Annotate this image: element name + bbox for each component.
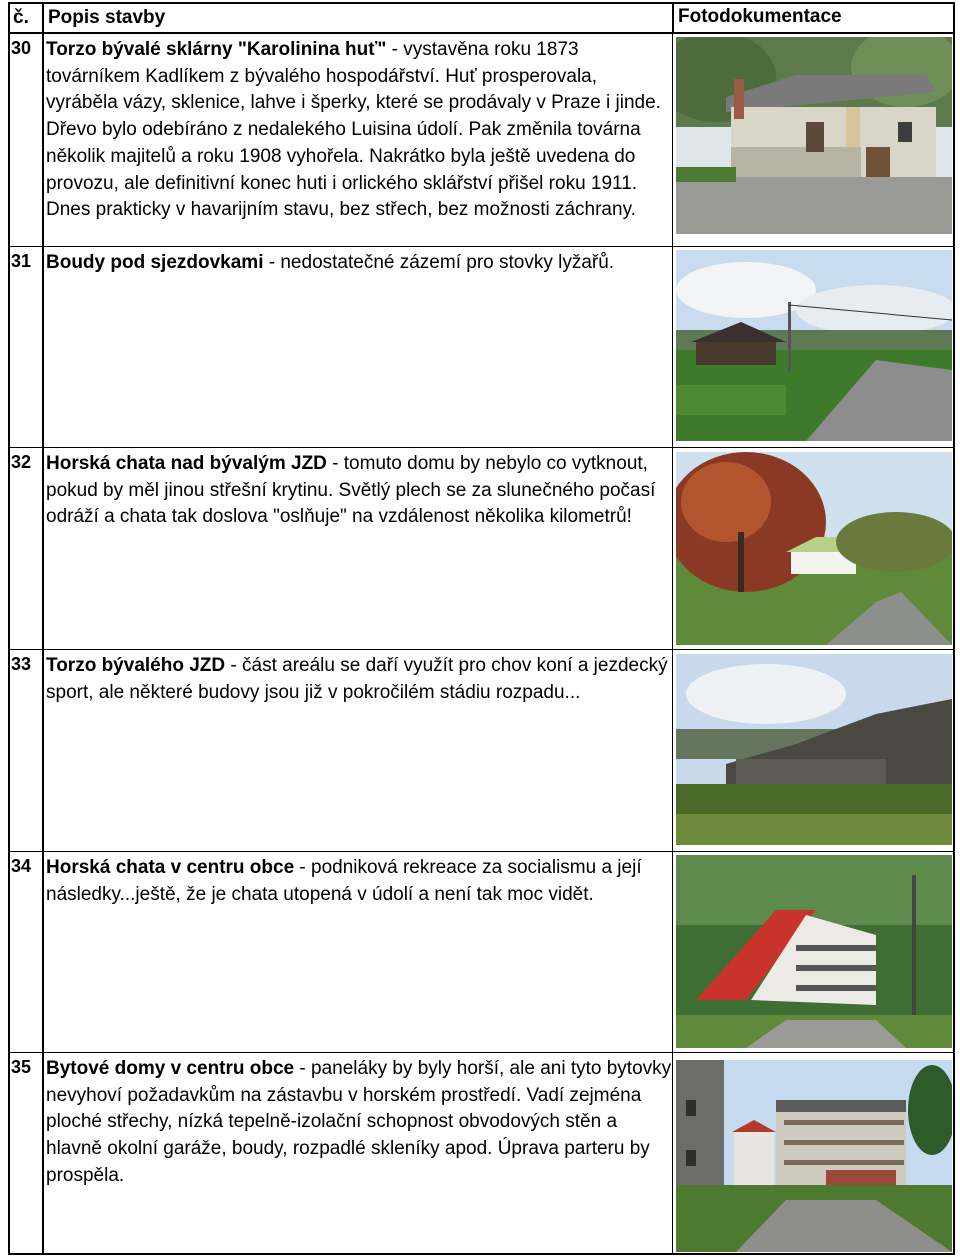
header-photo-cell — [672, 4, 953, 34]
row-number-cell — [10, 448, 44, 649]
header-number-cell — [10, 4, 44, 34]
photo-huts-under-slopes — [676, 250, 952, 441]
row-title: Torzo bývalé sklárny "Karolinina huť" — [46, 39, 387, 60]
row-text: - podniková rekreace za socialismu a její následky...ještě, že je chata utopená v údolí a není tak moc vidět. — [46, 857, 642, 905]
row-text: - vystavěna roku 1873 továrníkem Kadlíkem z bývalého hospodářství. Huť prosperovala, vyráběla vázy, sklenice, lahve i šperky, které se prodávaly v Praze i jinde. Dřevo bylo odebíráno z nedalekého Luisina údolí. Pak změnila továrna několik majitelů a roku 1908 vyhořela. Nakrátko byla ještě uvedena do provozu, ale definitivní konec huti i orlického sklářství přišel roku 1911. Dnes prakticky v havarijním stavu, bez střech, bez možnosti záchrany. — [46, 39, 661, 221]
row-text: - část areálu se daří využít pro chov koní a jezdecký sport, ale některé budovy jsou již v pokročilém stádiu rozpadu... — [46, 655, 668, 703]
row-number-cell — [10, 247, 44, 447]
photo-mountain-chalet — [676, 452, 952, 645]
row-title: Horská chata nad bývalým JZD — [46, 453, 327, 474]
header-number: č. — [13, 7, 29, 28]
row-description — [46, 650, 672, 851]
row-number: 31 — [11, 251, 32, 271]
row-description — [46, 1053, 672, 1253]
row-number: 34 — [11, 856, 32, 876]
photo-apartment-blocks — [676, 1060, 952, 1252]
header-description: Popis stavby — [48, 7, 166, 28]
row-text: - tomuto domu by nebylo co vytknout, pokud by měl jinou střešní krytinu. Světlý plech se za slunečného počasí odráží a chata tak doslova "oslňuje" na vzdálenost několika kilometrů! — [46, 453, 656, 528]
row-text: - paneláky by byly horší, ale ani tyto bytovky nevyhoví požadavkům na zástavbu v horském prostředí. Vadí zejména ploché střechy, nízká tepelně-izolační schopnost obvodových stěn a hlavně okolní garáže, boudy, rozpadlé skleníky apod. Úprava parteru by prospěla. — [46, 1058, 672, 1186]
header-photo: Fotodokumentace — [678, 6, 842, 27]
row-number: 30 — [11, 38, 32, 58]
row-title: Bytové domy v centru obce — [46, 1058, 295, 1079]
photo-chalet-center — [676, 855, 952, 1048]
row-number-cell — [10, 1053, 44, 1253]
row-number-cell — [10, 34, 44, 246]
row-number-cell — [10, 650, 44, 851]
row-title: Horská chata v centru obce — [46, 857, 295, 878]
row-description — [46, 34, 672, 246]
row-description — [46, 448, 672, 649]
photo-farm-ruins — [676, 654, 952, 845]
row-text: - nedostatečné zázemí pro stovky lyžařů. — [263, 252, 615, 273]
row-number: 32 — [11, 452, 32, 472]
row-title: Torzo bývalého JZD — [46, 655, 226, 676]
header-description-cell — [44, 4, 672, 34]
row-description — [46, 247, 672, 447]
row-number-cell — [10, 852, 44, 1052]
row-description — [46, 852, 672, 1052]
row-number: 33 — [11, 654, 32, 674]
row-title: Boudy pod sjezdovkami — [46, 252, 264, 273]
row-number: 35 — [11, 1057, 32, 1077]
document-table — [8, 2, 955, 1255]
photo-glassworks-ruin — [676, 37, 952, 234]
column-divider — [672, 34, 673, 1255]
